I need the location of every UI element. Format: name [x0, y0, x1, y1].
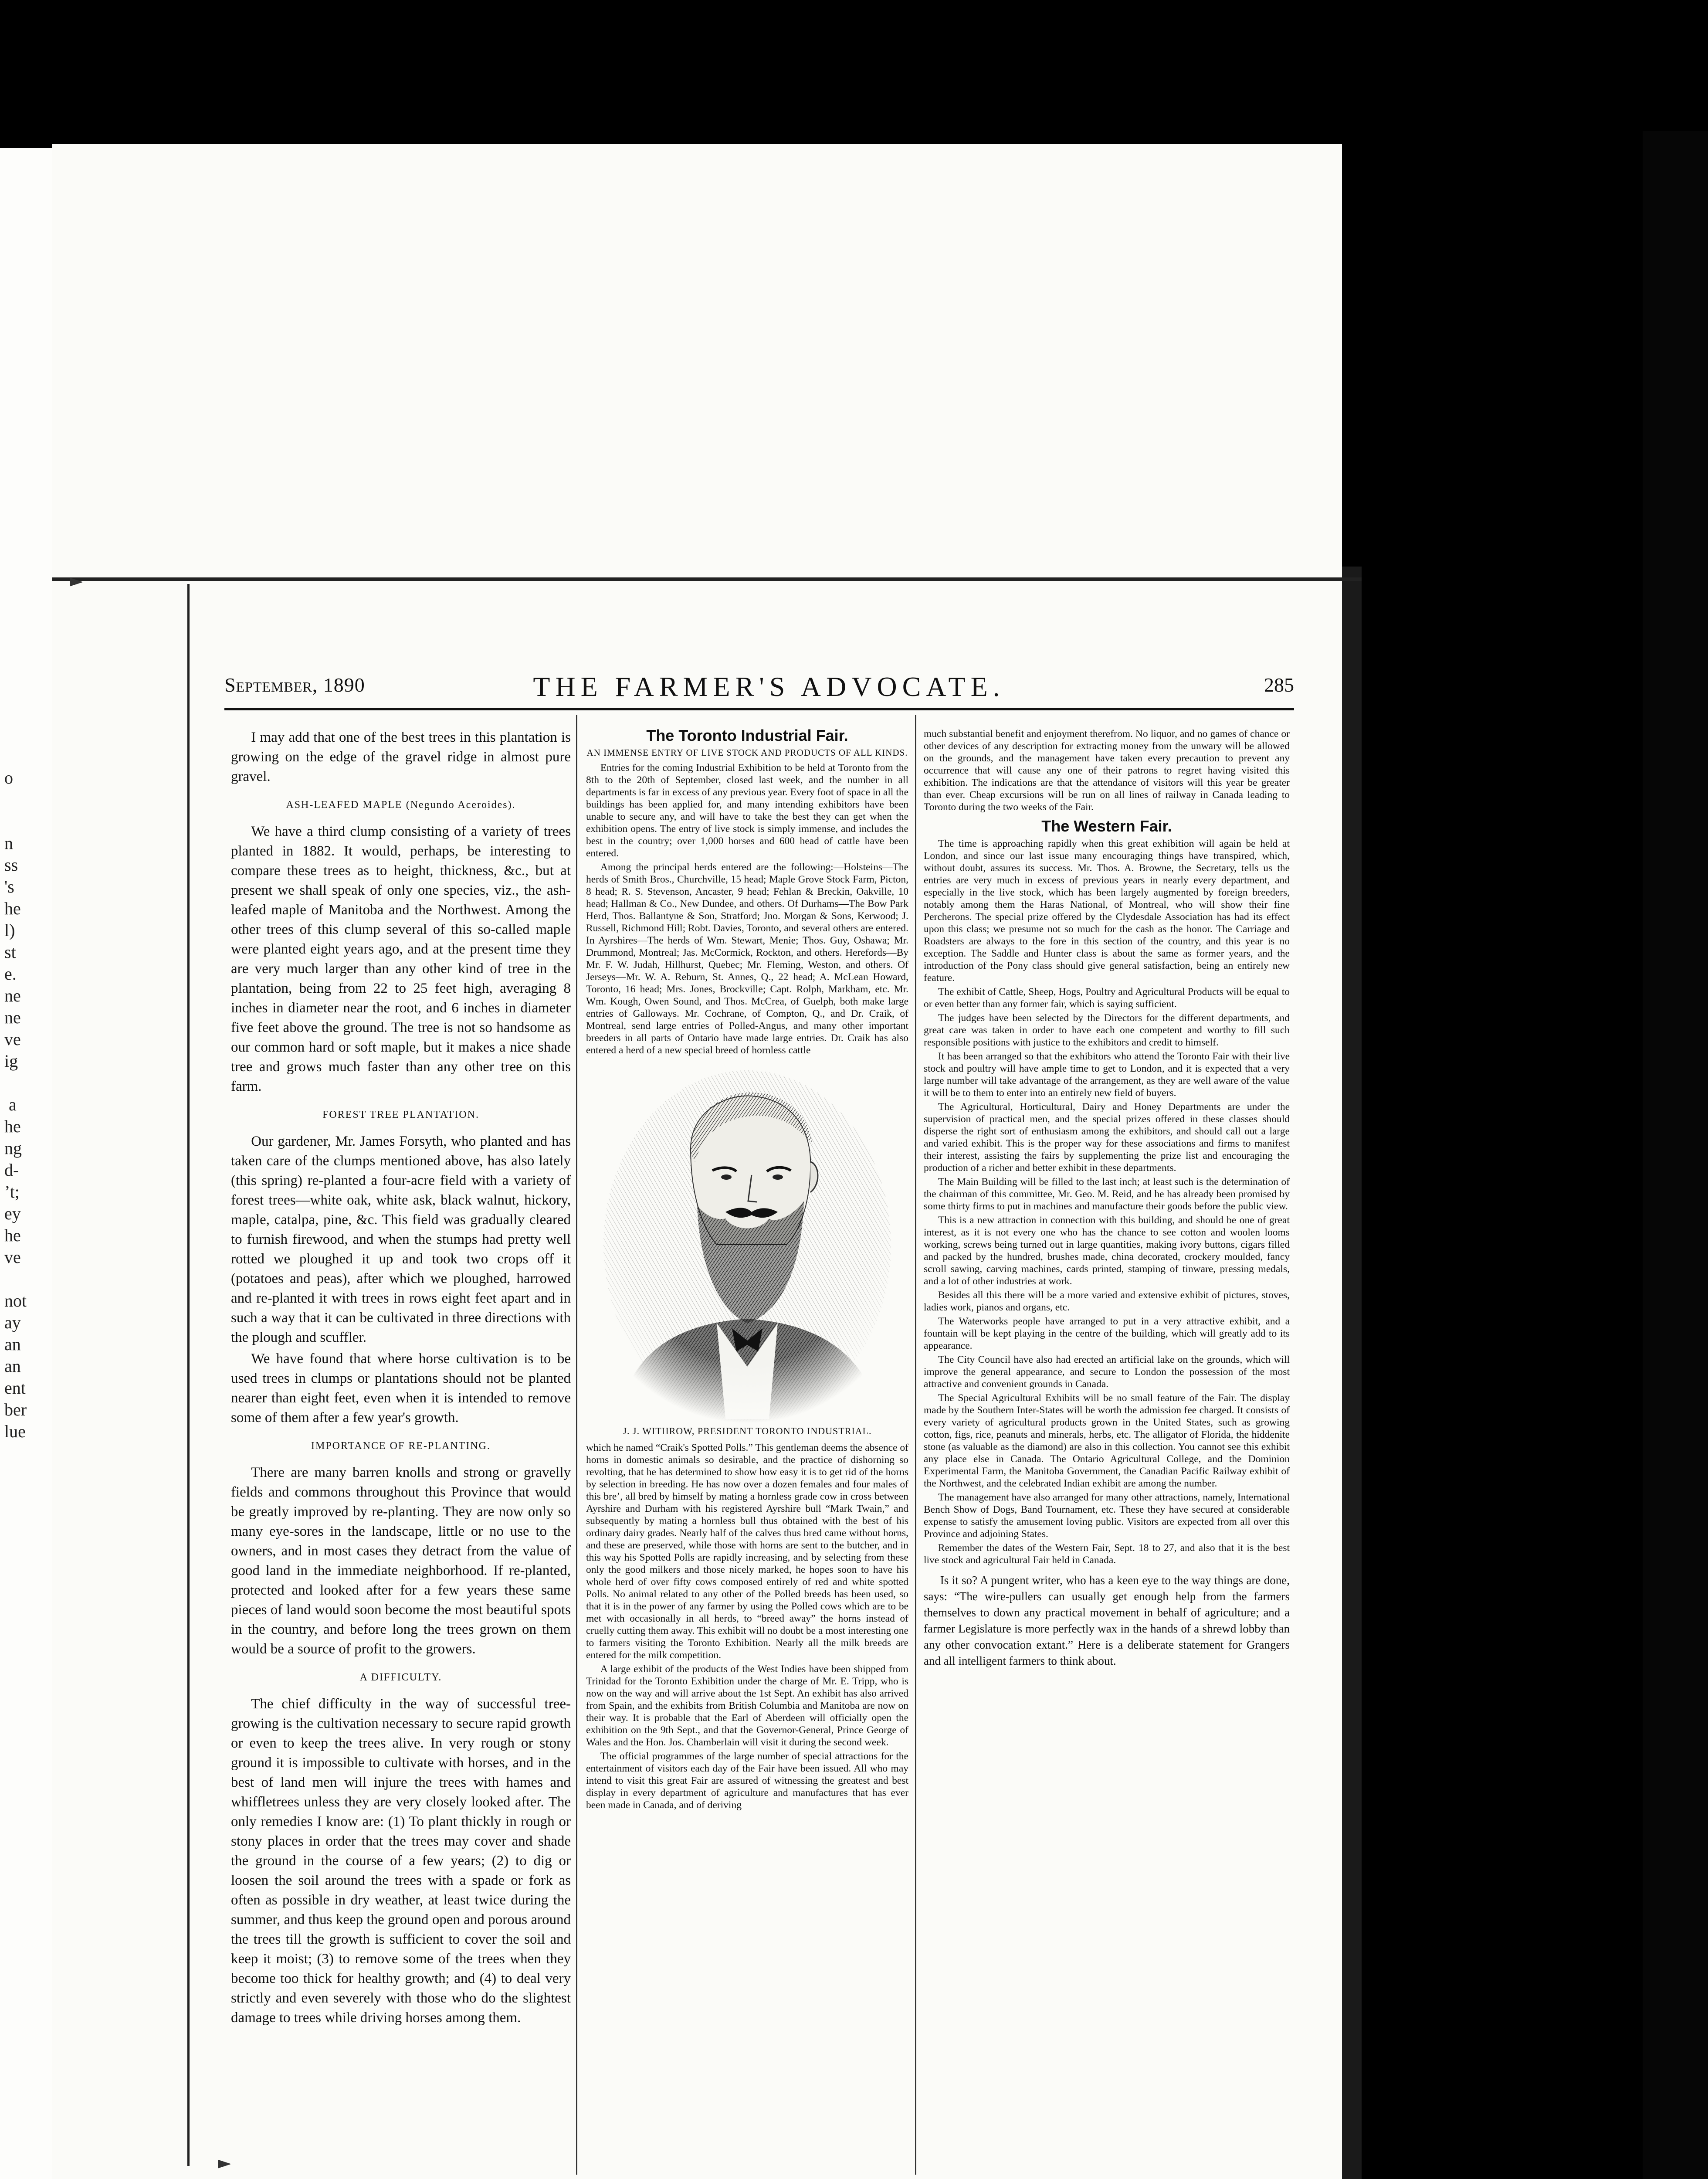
header-date: September, 1890 [224, 674, 365, 696]
column-rule-2 [915, 715, 916, 2175]
paragraph: The time is approaching rapidly when this great exhibition will again be held at London, and since our last issue many encouraging things have transpired, which, without doubt, assures its success. Mr. Thos. A. Browne, the Secretary, tells us the entries are very much in excess of previous years in nearly every department, and especially in the live stock, which has been largely augmented by foreign breeders, notably among them the Haras National, of Montreal, who will show their fine Percherons. The special prize offered by the Clydesdale Association has had its effect upon this class; we presume not so much for the cash as the honor. The Carriage and Roadsters are always to the fore in this section of the country, and this year is no exception. The Saddle and Hunter class is about the same as former years, and the introduction of the Pony class should give general satisfaction, being an entirely new feature. [924, 838, 1290, 984]
paragraph: There are many barren knolls and strong or gravelly fields and commons throughout this Province that would be greatly improved by re-planting. They are now only so many eye-sores in the landscape, little or no use to the owners, and in most cases they detract from the value of good land in the immediate neighborhood. If re-planted, protected and looked after for a few years these same pieces of land would soon become the most beautiful spots in the country, and before long the trees grown on them would be a source of profit to the growers. [231, 1465, 571, 1657]
masthead-title: THE FARMER'S ADVOCATE. [533, 671, 1005, 702]
page-number: 285 [1264, 674, 1294, 696]
paragraph: A large exhibit of the products of the West Indies have been shipped from Trinidad for the Toronto Exhibition under the charge of Mr. E. Tripp, who is now on the way and will arrive about the 1st Sept. An exhibit has also arrived from Spain, and the exhibits from British Columbia and Manitoba are now on their way. It is probable that the Earl of Aberdeen will officially open the exhibition on the 9th Sept., and that the Governor-General, Prince George of Wales and the Hon. Jos. Chamberlain will visit it during the second week. [586, 1663, 908, 1748]
paragraph: The chief difficulty in the way of successful tree-growing is the cultivation necessary to secure rapid growth or even to keep the trees alive. In very rough or stony ground it is impossible to cultivate with horses, and in the best of land men will injure the trees with hames and whiffletrees unless they are very closely looked after. The only remedies I know are: (1) To plant thickly in rough or stony places in order that the trees may cover and shade the ground in the course of a few years; (2) to dig or loosen the soil around the trees with a spade or fork as often as possible in dry weather, at least twice during the summer, and thus keep the ground open and porous around the trees till the growth is sufficient to cover the soil and keep it moist; (3) to remove some of the trees when they become too thick for healthy growth; and (4) to deal very strictly and even severely with those who do the slightest damage to trees while driving horses among them. [231, 1696, 571, 2026]
right-black-bar [1643, 131, 1708, 2179]
paragraph: It has been arranged so that the exhibitors who attend the Toronto Fair with their live stock and poultry will have ample time to get to London, and it is expected that a very large number will take advantage of the arrangement, as they are well aware of the value it will be to them to enter into an entirely new field of buyers. [924, 1051, 1290, 1099]
paragraph: The Special Agricultural Exhibits will be no small feature of the Fair. The display made by the Southern Inter-States will be worth the admission fee charged. It consists of every variety of agricultural products grown in the United States, such as growing cotton, figs, rice, peanuts and minerals, herbs, etc. The alligator of Florida, the hiddenite stone (as valuable as the diamond) are also in this collection. You cannot see this exhibit any place else in Canada. The Ontario Agricultural College, and the Dominion Experimental Farm, the Manitoba Government, the Canadian Pacific Railway exhibit of the Northwest, and the celebrated Indian exhibit are among the number. [924, 1392, 1290, 1489]
paragraph: The exhibit of Cattle, Sheep, Hogs, Poultry and Agricultural Products will be equal to or even better than any former fair, which is saying sufficient. [924, 986, 1290, 1010]
article-headline: The Western Fair. [1041, 817, 1172, 835]
book-top-edge [52, 577, 1362, 581]
paragraph: Besides all this there will be a more varied and extensive exhibit of pictures, stoves, ladies work, pianos and organs, etc. [924, 1290, 1290, 1313]
paragraph: Among the principal herds entered are the following:—Holsteins—The herds of Smith Bros., Churchville, 15 head; Maple Grove Stock Farm, Picton, 8 head; R. S. Stevenson, Ancaster, 9 head; Fehlan & Breckin, Oakville, 10 head; Hallman & Co., New Dundee, and others. Of Durhams—The Bow Park Herd, Thos. Ballantyne & Son, Stratford; Jno. Morgan & Sons, Kerwood; J. Russell, Richmond Hill; Robt. Davies, Toronto, and several others are entered. In Ayrshires—The herds of Wm. Stewart, Menie; Thos. Guy, Oshawa; Mr. Drummond, Montreal; Jas. McCormick, Rockton, and others. Herefords—By Mr. F. W. Judah, Hillhurst, Quebec; Mr. Fleming, Weston, and others. Of Jerseys—Mr. W. A. Reburn, St. Annes, Q., 22 head; A. McLean Howard, Toronto, 16 head; Mrs. Jones, Brockville; Capt. Rolph, Markham, etc. Mr. Wm. Kough, Owen Sound, and Thos. McCrea, of Guelph, both make large entries of Galloways. Mr. Cochrane, of Compton, Q., and Dr. Craik, of Montreal, send large entries of Polled-Angus, and many other important breeders in all parts of Ontario have made large entries. Dr. Craik has also entered a herd of a new special breed of hornless cattle [586, 862, 908, 1056]
paragraph: The judges have been selected by the Directors for the different departments, and great care was taken in order to have each one competent and worthy to fill such responsible positions with justice to the exhibitors and credit to himself. [924, 1012, 1290, 1048]
portrait-engraving [586, 1062, 908, 1423]
column-2 [586, 728, 908, 1813]
paragraph: Entries for the coming Industrial Exhibition to be held at Toronto from the 8th to the 20th of September, closed last week, and the number in all departments is far in excess of any previous year. Every foot of space in all the buildings has been applied for, and many intending exhibitors have been unable to secure any, and will have to take the best they can get when the exhibition opens. The entry of live stock is simply immense, and includes the best in the country; over 1,000 horses and 600 head of cattle have been entered. [586, 762, 908, 859]
column-3 [924, 728, 1290, 1671]
section-heading: A DIFFICULTY. [359, 1672, 442, 1683]
paragraph: The Agricultural, Horticultural, Dairy and Honey Departments are under the supervision of practical men, and the special prizes offered in these classes should disperse the right sort of enthusiasm among the exhibitors, and should call out a large and varied exhibit. This is the proper way for these associations and firms to manifest their interest, assisting the fairs by supplementing the prize list and encouraging the production of a richer and better exhibit in these departments. [924, 1101, 1290, 1174]
paragraph: The official programmes of the large number of special attractions for the entertainment of visitors each day of the Fair have been issued. All who may intend to visit this great Fair are assured of witnessing the greatest and best display in every department of agriculture and manufactures that has ever been made in Canada, and of deriving [586, 1751, 908, 1811]
paragraph: I may add that one of the best trees in this plantation is growing on the edge of the gravel ridge in almost pure gravel. [231, 730, 571, 784]
column-1 [231, 728, 571, 2030]
paragraph: This is a new attraction in connection with this building, and should be one of great interest, as it is not every one who has the chance to see cotton and woolen looms working, screws being turned out in large quantities, making ivory buttons, cigars filled and packed by the hundred, brushes made, china decorated, crockery moulded, fancy scroll sawing, carving machines, cards printed, stamping of tinware, pressing medals, and a lot of other industries at work. [924, 1215, 1290, 1287]
paragraph: much substantial benefit and enjoyment therefrom. No liquor, and no games of chance or other devices of any description for extracting money from the unwary will be allowed on the grounds, and the management have taken every precaution to prevent any occurrence that will cause any one of their patrons to regret having visited this exhibition. The indications are that the attendance of visitors will this year be greater than ever. Cheap excursions will be run on all lines of railway in Canada leading to Toronto during the two weeks of the Fair. [924, 728, 1290, 813]
binding-mark-fragment: ► [218, 2153, 231, 2173]
section-heading: IMPORTANCE OF RE-PLANTING. [311, 1440, 491, 1452]
paragraph: The Main Building will be filled to the last inch; at least such is the determination of the chairman of this committee, Mr. Geo. M. Reid, and he has already been promised by some thirty firms to put in machines and manufacture their goods before the public view. [924, 1176, 1290, 1212]
paragraph: The management have also arranged for many other attractions, namely, International Bench Show of Dogs, Band Tournament, etc. These they have secured at considerable expense to satisfy the amusement loving public. Visitors are expected from all over this Province and adjoining States. [924, 1492, 1290, 1540]
paragraph: We have found that where horse cultivation is to be used trees in clumps or plantations should not be planted nearer than eight feet, even when it is intended to remove some of them after a few year's growth. [231, 1351, 571, 1426]
article-headline: The Toronto Industrial Fair. [646, 726, 848, 744]
previous-page-text-fragments: o n ss 's he l) st e. ne ne ve ig a he ng d- ’t; ey he ve not ay an an ent ber lue [4, 768, 27, 1441]
article-deck: AN IMMENSE ENTRY OF LIVE STOCK AND PRODUCTS OF ALL KINDS. [586, 747, 908, 758]
paragraph: Remember the dates of the Western Fair, Sept. 18 to 27, and also that it is the best live stock and agricultural Fair held in Canada. [924, 1542, 1290, 1566]
portrait-caption: J. J. WITHROW, PRESIDENT TORONTO INDUSTRIAL. [623, 1426, 872, 1436]
paragraph: Our gardener, Mr. James Forsyth, who planted and has taken care of the clumps mentioned above, has also lately (this spring) re-planted a four-acre field with a variety of forest trees—white oak, white ask, black walnut, hickory, maple, catalpa, pine, &c. This field was gradually cleared to furnish firewood, and when the stumps had pretty well rotted we ploughed it up and took two crops off it (potatoes and peas), after which we ploughed, harrowed and re-planted it with trees in rows eight feet apart and in such a way that it can be cultivated in three directions with the plough and scuffler. [231, 1134, 571, 1345]
section-heading: ASH-LEAFED MAPLE (Negundo Acеroides). [286, 799, 516, 811]
column-rule-1 [576, 715, 577, 2175]
section-heading: FOREST TREE PLANTATION. [322, 1109, 479, 1120]
binding-mark-top: ► [70, 571, 83, 591]
paragraph: We have a third clump consisting of a variety of trees planted in 1882. It would, perhaps, be interesting to compare these trees as to height, thickness, &c., but at present we shall speak of only one species, viz., the ash-leafed maple of Manitoba and the Northwest. Among the other trees of this clump several of this so-called maple were planted eight years ago, and at the present time they are very much larger than any other kind of tree in the plantation, being from 22 to 25 feet high, averaging 8 inches in diameter near the root, and 6 inches in diameter five feet above the ground. The tree is not so handsome as our common hard or soft maple, but it makes a nice shade tree and grows much faster than any other tree on this farm. [231, 824, 571, 1094]
paragraph: The City Council have also had erected an artificial lake on the grounds, which will improve the general appearance, and secure to London the possession of the most attractive and convenient grounds in Canada. [924, 1354, 1290, 1390]
portrait-illustration [586, 1062, 908, 1437]
paragraph: Is it so? A pungent writer, who has a keen eye to the way things are done, says: “The wire-pullers can usually get enough help from the farmers themselves to down any practical movement in behalf of agriculture; and a farmer Legislature is more perfectly wax in the hands of a shrewd lobby than any other convocation extant.” Here is a deliberate statement for Grangers and all intelligent farmers to think about. [924, 1574, 1290, 1667]
binding-rule [187, 584, 190, 2166]
book-edge [1342, 567, 1362, 2179]
paragraph: which he named “Craik's Spotted Polls.” This gentleman deems the absence of horns in domestic animals so desirable, and the practice of dishorning so revolting, that he has determined to show how easy it is to get rid of the horns by selection in breeding. He has now over a dozen females and four males of this bre’, all bred by himself by mating a hornless grade cow in cross between Ayrshire and Durham with his registered Ayrshire bull “Mark Twain,” and subsequently by mating a hornless bull thus obtained with the best of his ordinary dairy grades. Nearly half of the calves thus bred came without horns, and these are preserved, while those with horns are sent to the butcher, and in this way his Spotted Polls are rapidly increasing, and by selecting from these only the good milkers and those nicely marked, he hopes soon to have his whole herd of over fifty cows composed entirely of red and white spotted Polls. No animal related to any other of the Polled breeds has been used, so that it is in the power of any farmer by using the Polled cows which are to be met with occasionally in all herds, to “breed away” the horns instead of cruelly cutting them away. This exhibit will no doubt be a most interesting one to farmers visiting the Toronto Exhibition. Nearly all the milk breeds are entered for the milk competition. [586, 1442, 908, 1661]
paragraph: The Waterworks people have arranged to put in a very attractive exhibit, and a fountain will be kept playing in the centre of the building, which will greatly add to its appearance. [924, 1316, 1290, 1351]
header-rule [224, 708, 1294, 710]
running-header [224, 673, 1294, 704]
